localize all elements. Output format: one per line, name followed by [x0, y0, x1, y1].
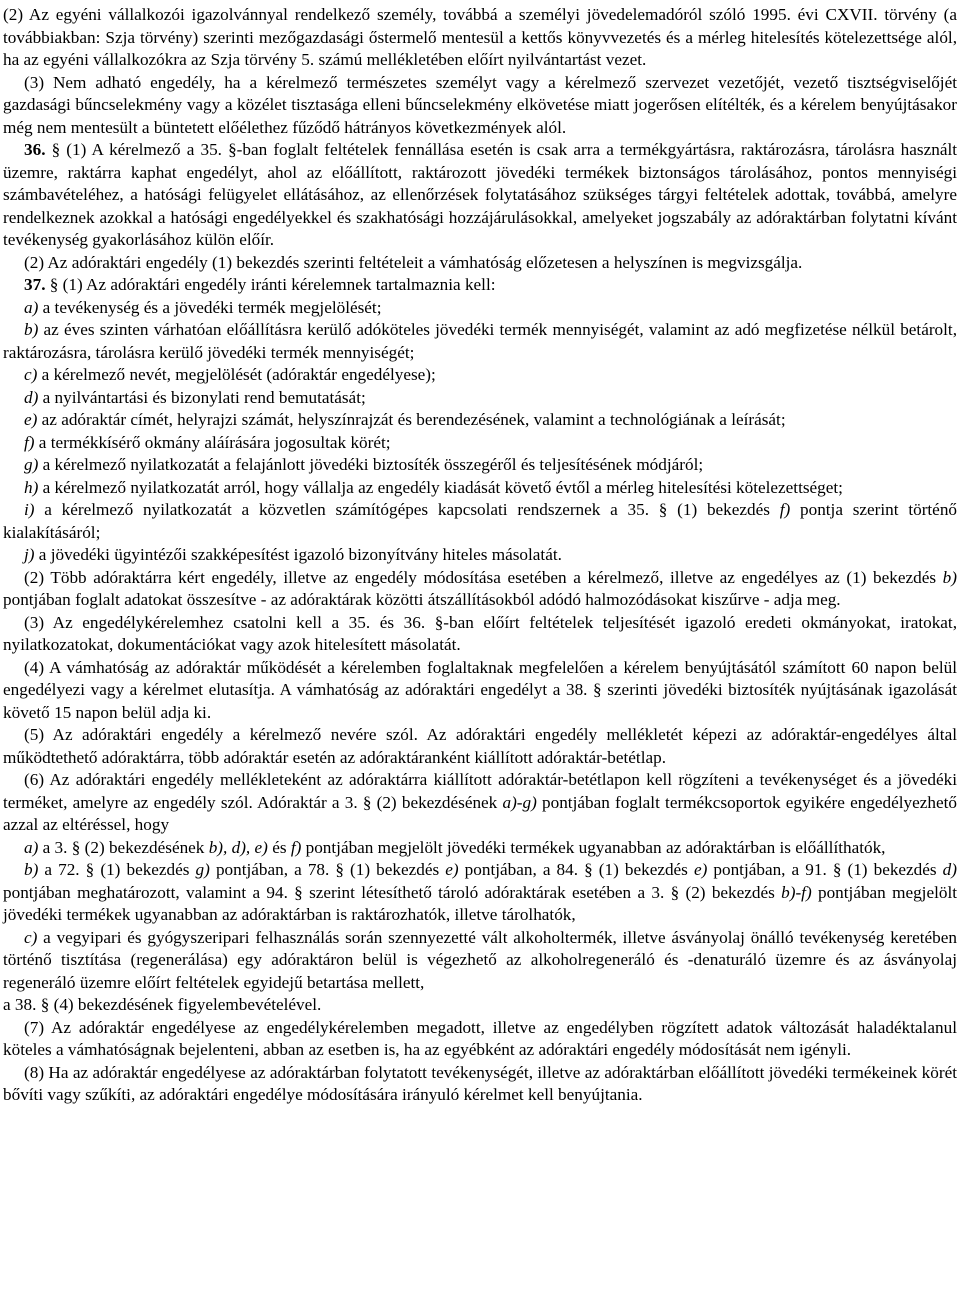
paragraph-text: (6) Az adóraktári engedély mellékleteként az adóraktárra kiállított adóraktár-betétlapon kell rögzíteni a tevékenységet és a jövedéki terméket, amelyre az engedély szól. Adóraktár a 3. § (2) bekezdésének — [3, 770, 957, 812]
point-label: c) — [24, 927, 38, 947]
paragraph — [3, 1017, 957, 1062]
paragraph — [3, 499, 957, 544]
paragraph-text: (5) Az adóraktári engedély a kérelmező nevére szól. Az adóraktári engedély mellékletét képezi az adóraktár-engedélyes által működtethető adóraktárra, több adóraktár esetén az adóraktáranként kiállított adóraktár-betétlap. — [3, 725, 957, 767]
paragraph-text: a tevékenység és a jövedéki termék megjelölését; — [38, 297, 382, 317]
paragraph — [3, 297, 957, 320]
paragraph-text: pontjában, a 78. § (1) bekezdés — [209, 860, 446, 879]
paragraph-text: a vegyipari és gyógyszeripari felhasználás során szennyezetté vált alkoholtermék, illetve ásványolaj önálló tevékenység keretében történő tisztítása (regenerálása) egy adóraktáron belül is végezhető az alkoholregeneráló és -denaturáló üzemre és az ásványolaj regeneráló üzemre előírt feltételek egyidejű betartása mellett, — [3, 927, 957, 992]
paragraph — [3, 927, 957, 995]
paragraph — [3, 319, 957, 364]
point-label: f) — [24, 432, 35, 452]
section-number: 36. — [24, 140, 46, 159]
point-label: b) — [24, 860, 39, 879]
paragraph — [3, 432, 957, 455]
paragraph — [3, 454, 957, 477]
point-label: d) — [24, 387, 39, 407]
paragraph — [3, 139, 957, 252]
paragraph-text: pontjában megjelölt jövedéki termékek ugyanabban az adóraktárban is előállíthatók, — [301, 837, 886, 857]
point-label: e) — [24, 410, 38, 429]
point-label: e) — [693, 860, 708, 879]
paragraph — [3, 409, 957, 432]
paragraph — [3, 612, 957, 657]
paragraph-text: a 72. § (1) bekezdés — [38, 860, 196, 879]
paragraph-text: pontjában megjelölt jövedéki termékek ugyanabban az adóraktárban is raktározhatók, illetve tárolhatók, — [3, 882, 957, 924]
paragraph — [3, 567, 957, 612]
paragraph-text: (2) Az adóraktári engedély (1) bekezdés szerinti feltételeit a vámhatóság előzetesen a helyszínen is megvizsgálja. — [24, 252, 803, 272]
paragraph-text: a kérelmező nyilatkozatát a közvetlen számítógépes kapcsolati rendszernek a 35. § (1) bekezdés — [34, 500, 780, 519]
paragraph-text: (7) Az adóraktár engedélyese az engedélykérelemben megadott, illetve az engedélyben rögzített adatok változását haladéktalanul köteles a vámhatóságnak bejelenteni, abban az esetben is, ha az egyébként az adóraktári engedély módosítását nem igényli. — [3, 1017, 957, 1059]
paragraph-text: a kérelmező nevét, megjelölését (adóraktár engedélyese); — [37, 365, 436, 384]
paragraph — [3, 4, 957, 72]
paragraph-text: (2) Több adóraktárra kért engedély, illetve az engedély módosítása esetében a kérelmező, illetve az engedélyes az (1) bekezdés — [24, 567, 943, 587]
paragraph — [3, 837, 957, 860]
paragraph-text: § (1) Az adóraktári engedély iránti kérelemnek tartalmaznia kell: — [45, 275, 496, 294]
paragraph — [3, 994, 957, 1017]
point-label: b) — [24, 320, 39, 339]
point-label: d) — [942, 860, 957, 879]
paragraph-text: pontjában meghatározott, valamint a 94. § szerint létesíthető tároló adóraktárak esetében a 3. § (2) bekezdés — [3, 882, 782, 902]
paragraph — [3, 859, 957, 927]
paragraph — [3, 769, 957, 837]
point-label: g) — [195, 860, 210, 879]
paragraph-text: a 38. § (4) bekezdésének figyelembevételével. — [3, 995, 322, 1014]
paragraph-text: pontjában, a 91. § (1) bekezdés — [707, 860, 943, 879]
point-label: j) — [24, 545, 35, 564]
paragraph-text: (2) Az egyéni vállalkozói igazolvánnyal rendelkező személy, továbbá a személyi jövedelemadóról szóló 1995. évi CXVII. törvény (a továbbiakban: Szja törvény) szerinti mezőgazdasági őstermelő mentesül a kettős könyvvezetés és a mérleg hitelesítés kötelezettsége alól, ha az egyéni vállalkozókra az Szja törvény 5. számú mellékletében előírt nyilvántartást vezet. — [3, 5, 957, 69]
paragraph-text: az adóraktár címét, helyrajzi számát, helyszínrajzát és berendezésének, valamint a technológiának a leírását; — [37, 410, 786, 429]
paragraph-text: a kérelmező nyilatkozatát arról, hogy vállalja az engedély kiadását követő évtől a mérleg hitelesítési kötelezettséget; — [38, 477, 843, 497]
paragraph-text: pontjában, a 84. § (1) bekezdés — [458, 860, 694, 879]
paragraph-text: a kérelmező nyilatkozatát a felajánlott jövedéki biztosíték összegéről és teljesítésének módjáról; — [38, 455, 704, 474]
paragraph-text: az éves szinten várhatóan előállításra kerülő adóköteles jövedéki termék mennyiségét, valamint az adó megfizetése nélkül betárolt, raktározásra, tárolásra kerülő jövedéki termék mennyiségét; — [3, 320, 957, 362]
paragraph-text: a nyilvántartási és bizonylati rend bemutatását; — [38, 387, 366, 407]
point-label: h) — [24, 477, 39, 497]
paragraph-text: a termékkísérő okmány aláírására jogosultak körét; — [34, 432, 391, 452]
paragraph-text: a 3. § (2) bekezdésének — [38, 837, 209, 857]
point-label: a) — [24, 837, 39, 857]
point-label: b)-f) — [781, 882, 812, 902]
paragraph — [3, 477, 957, 500]
paragraph — [3, 1062, 957, 1107]
point-label: b), d), e) — [208, 837, 268, 857]
paragraph — [3, 364, 957, 387]
paragraph — [3, 252, 957, 275]
paragraph-text: és — [267, 837, 291, 857]
section-number: 37. — [24, 275, 46, 294]
paragraph-text: (3) Az engedélykérelemhez csatolni kell a 35. és 36. §-ban előírt feltételek teljesítését igazoló eredeti okmányokat, iratokat, nyilatkozatokat, dokumentációkat vagy azok hitelesített másolatát. — [3, 612, 957, 654]
point-label: g) — [24, 455, 39, 474]
paragraph — [3, 724, 957, 769]
paragraph-text: a jövedéki ügyintézői szakképesítést igazoló bizonyítvány hiteles másolatát. — [34, 545, 562, 564]
point-label: e) — [445, 860, 459, 879]
paragraph-text: (8) Ha az adóraktár engedélyese az adóraktárban folytatott tevékenységét, illetve az adóraktárban előállított jövedéki termékeinek körét bővíti vagy szűkíti, az adóraktári engedélye módosítására irányuló kérelmet kell benyújtania. — [3, 1062, 957, 1104]
paragraph — [3, 274, 957, 297]
paragraph-text: (3) Nem adható engedély, ha a kérelmező természetes személyt vagy a kérelmező szervezet vezetőjét, vezető tisztségviselőjét gazdasági bűncselekmény vagy a közélet tisztasága elleni bűncselekmény elkövetése miatt jogerősen elítélték, és a kérelem benyújtásakor még nem mentesült a büntetett előélethez fűződő hátrányos következmények alól. — [3, 72, 957, 137]
paragraph — [3, 657, 957, 725]
paragraph-text: § (1) A kérelmező a 35. §-ban foglalt feltételek fennállása esetén is csak arra a termékgyártásra, raktározásra, tárolásra használt üzemre, raktárra kaphat engedélyt, ahol az előállított, raktározott jövedéki termékek biztonságos tárolásához, pontos mennyiségi számbavételéhez, a hatósági felügyelet ellátásához, az ellenőrzések folytatásához szükséges tárgyi feltételek adottak, továbbá, amelyre rendelkeznek azokkal a hatósági engedélyekkel és szakhatósági hozzájárulásokkal, amelyeket jogszabály az adóraktárban folytatni kívánt tevékenység gyakorlásához külön előír. — [3, 140, 957, 249]
paragraph — [3, 544, 957, 567]
paragraph-text: pontja szerint történő kialakításáról; — [3, 500, 958, 542]
paragraph-text: pontjában foglalt adatokat összesítve - az adóraktárak közötti átszállításokból adódó halmozódásokat kiszűrve - adja meg. — [3, 590, 841, 609]
paragraph-text: (4) A vámhatóság az adóraktár működését a kérelemben foglaltaknak megfelelően a kérelem benyújtásától számított 60 napon belül engedélyezi vagy a kérelmet elutasítja. A vámhatóság az adóraktári engedélyt a 38. § szerinti jövedéki biztosíték nyújtásának igazolását követő 15 napon belül adja ki. — [3, 657, 957, 722]
point-label: i) — [24, 500, 35, 519]
point-label: b) — [942, 567, 957, 587]
paragraph-text: pontjában foglalt termékcsoportok egyikére engedélyezhető azzal az eltéréssel, hogy — [3, 792, 957, 834]
point-label: c) — [24, 365, 38, 384]
point-label: f) — [779, 500, 791, 519]
point-label: a) — [24, 297, 39, 317]
point-label: a)-g) — [502, 792, 537, 812]
point-label: f) — [290, 837, 302, 857]
paragraph — [3, 72, 957, 140]
paragraph — [3, 387, 957, 410]
